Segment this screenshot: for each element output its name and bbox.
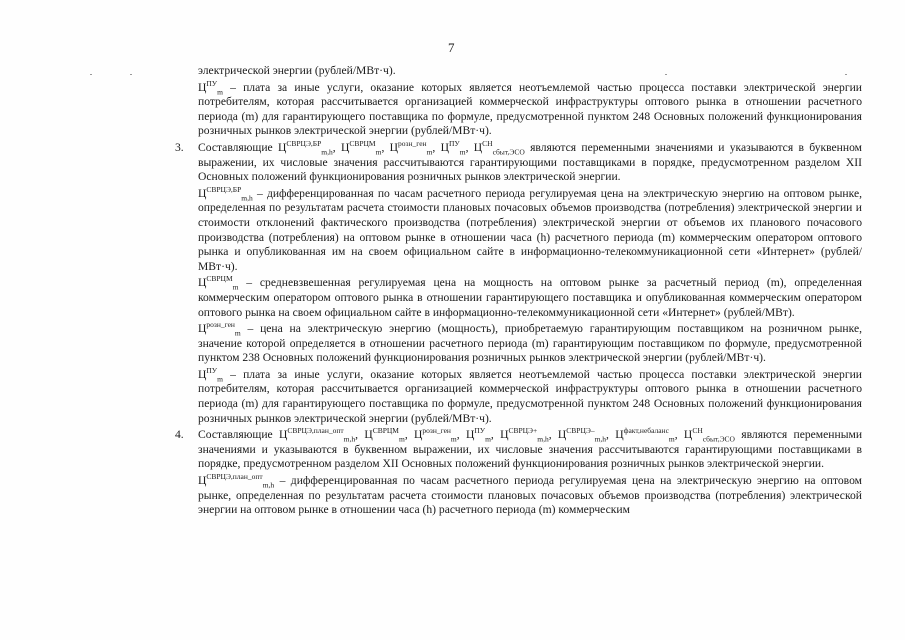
numbered-paragraph (175, 426, 863, 472)
paragraph-text: $Ц^{ПУ}_m$ – плата за иные услуги, оказание которых является неотъемлемой частью процесса поставки электрической энергии потребителям, которая рассчитывается организацией коммерческой инфраструктуры оптового рынка в отношении расчетного периода (m) для гарантирующего поставщика по формуле, предусмотренной пунктом 248 Основных положений функционирования розничных рынков электрической энергии (рублей/МВт·ч). (198, 366, 862, 425)
paragraph-number: 4. (175, 428, 184, 442)
scan-speck (90, 74, 92, 75)
paragraph-text: Составляющие $Ц^{СВРЦЭ,план\_опт}_{m,h}$, $Ц^{СВРЦМ}_m$, $Ц^{розн\_ген}_m$, $Ц^{ПУ}_m$, $Ц^{СВРЦЭ+}_{m,h}$, $Ц^{СВРЦЭ-}_{m,h}$, $Ц^{факт,небаланс}_m$, $Ц^{СН}_{сбыт,ЭСО}$ являются переменными значениями и указываются в буквенном выражении, их числовые значения рассчитываются гарантирующими поставщиками в порядке, предусмотренном разделом XII Основных положений функционирования розничных рынков электрической энергии. (198, 426, 863, 471)
paragraph (198, 322, 862, 366)
paragraph (198, 64, 862, 79)
paragraph-text: $Ц^{ПУ}_m$ – плата за иные услуги, оказание которых является неотъемлемой частью процесса поставки электрической энергии потребителям, которая рассчитывается организацией коммерческой инфраструктуры оптового рынка в отношении расчетного периода (m) для гарантирующего поставщика по формуле, предусмотренной пунктом 248 Основных положений функционирования розничных рынков электрической энергии (рублей/МВт·ч). (198, 78, 862, 138)
paragraph-text: $Ц^{СВРЦЭ,БР}_{m,h}$ – дифференцированная по часам расчетного периода регулируемая цена на электрическую энергию на оптовом рынке, определенная по результатам расчета стоимости плановых почасовых объемов производства (потребления) электрической энергии и стоимости отклонений фактического производства (потребления) электрической энергии от объемов их планового почасового производства (потребления) на оптовом рынке в отношении часа (h) расчетного периода (m) коммерческим оператором оптового рынка и опубликованная им на своем официальном сайте в информационно-телекоммуникационной сети «Интернет» (рублей/МВт·ч). (198, 184, 862, 273)
paragraph (198, 474, 862, 518)
page-number: 7 (448, 40, 455, 55)
paragraph (198, 276, 862, 320)
paragraph (198, 184, 862, 275)
paragraph-text: электрической энергии (рублей/МВт·ч). (198, 64, 396, 77)
document-body (175, 64, 863, 518)
paragraph-text: $Ц^{розн\_ген}_m$ – цена на электрическую энергию (мощность), приобретаемую гарантирующим поставщиком на розничном рынке, значение которой определяется в отношении расчетного периода (m) гарантирующим поставщиком по формуле, предусмотренной пунктом 238 Основных положений функционирования розничных рынков электрической энергии (рублей/МВт·ч). (198, 320, 862, 365)
paragraph (198, 368, 862, 426)
paragraph-text: $Ц^{СВРЦМ}_m$ – средневзвешенная регулируемая цена на мощность на оптовом рынке за расчетный период (m), определенная коммерческим оператором оптового рынка в отношении гарантирующего поставщика и опубликованная коммерческим оператором оптового рынка на своем официальном сайте в информационно-телекоммуникационной сети «Интернет» (рублей/МВт). (198, 274, 862, 319)
paragraph-text: $Ц^{СВРЦЭ,план\_опт}_{m,h}$ – дифференцированная по часам расчетного периода регулируемая цена на электрическую энергию на оптовом рынке, определенная по результатам расчета стоимости плановых почасовых объемов производства (потребления) электрической энергии на оптовом рынке в отношении часа (h) расчетного периода (m) коммерческим (198, 472, 862, 517)
paragraph-text: Составляющие $Ц^{СВРЦЭ,БР}_{m,h}$, $Ц^{СВРЦМ}_m$, $Ц^{розн\_ген}_m$, $Ц^{ПУ}_m$, $Ц^{СН}_{сбыт,ЭСО}$ являются переменными значениями и указываются в буквенном выражении, их числовые значения рассчитываются гарантирующими поставщиками в порядке, предусмотренном разделом XII Основных положений функционирования розничных рынков электрической энергии. (198, 139, 862, 184)
numbered-paragraph (175, 139, 862, 185)
scan-speck (130, 74, 132, 75)
paragraph-number: 3. (175, 140, 184, 154)
paragraph (198, 78, 862, 139)
